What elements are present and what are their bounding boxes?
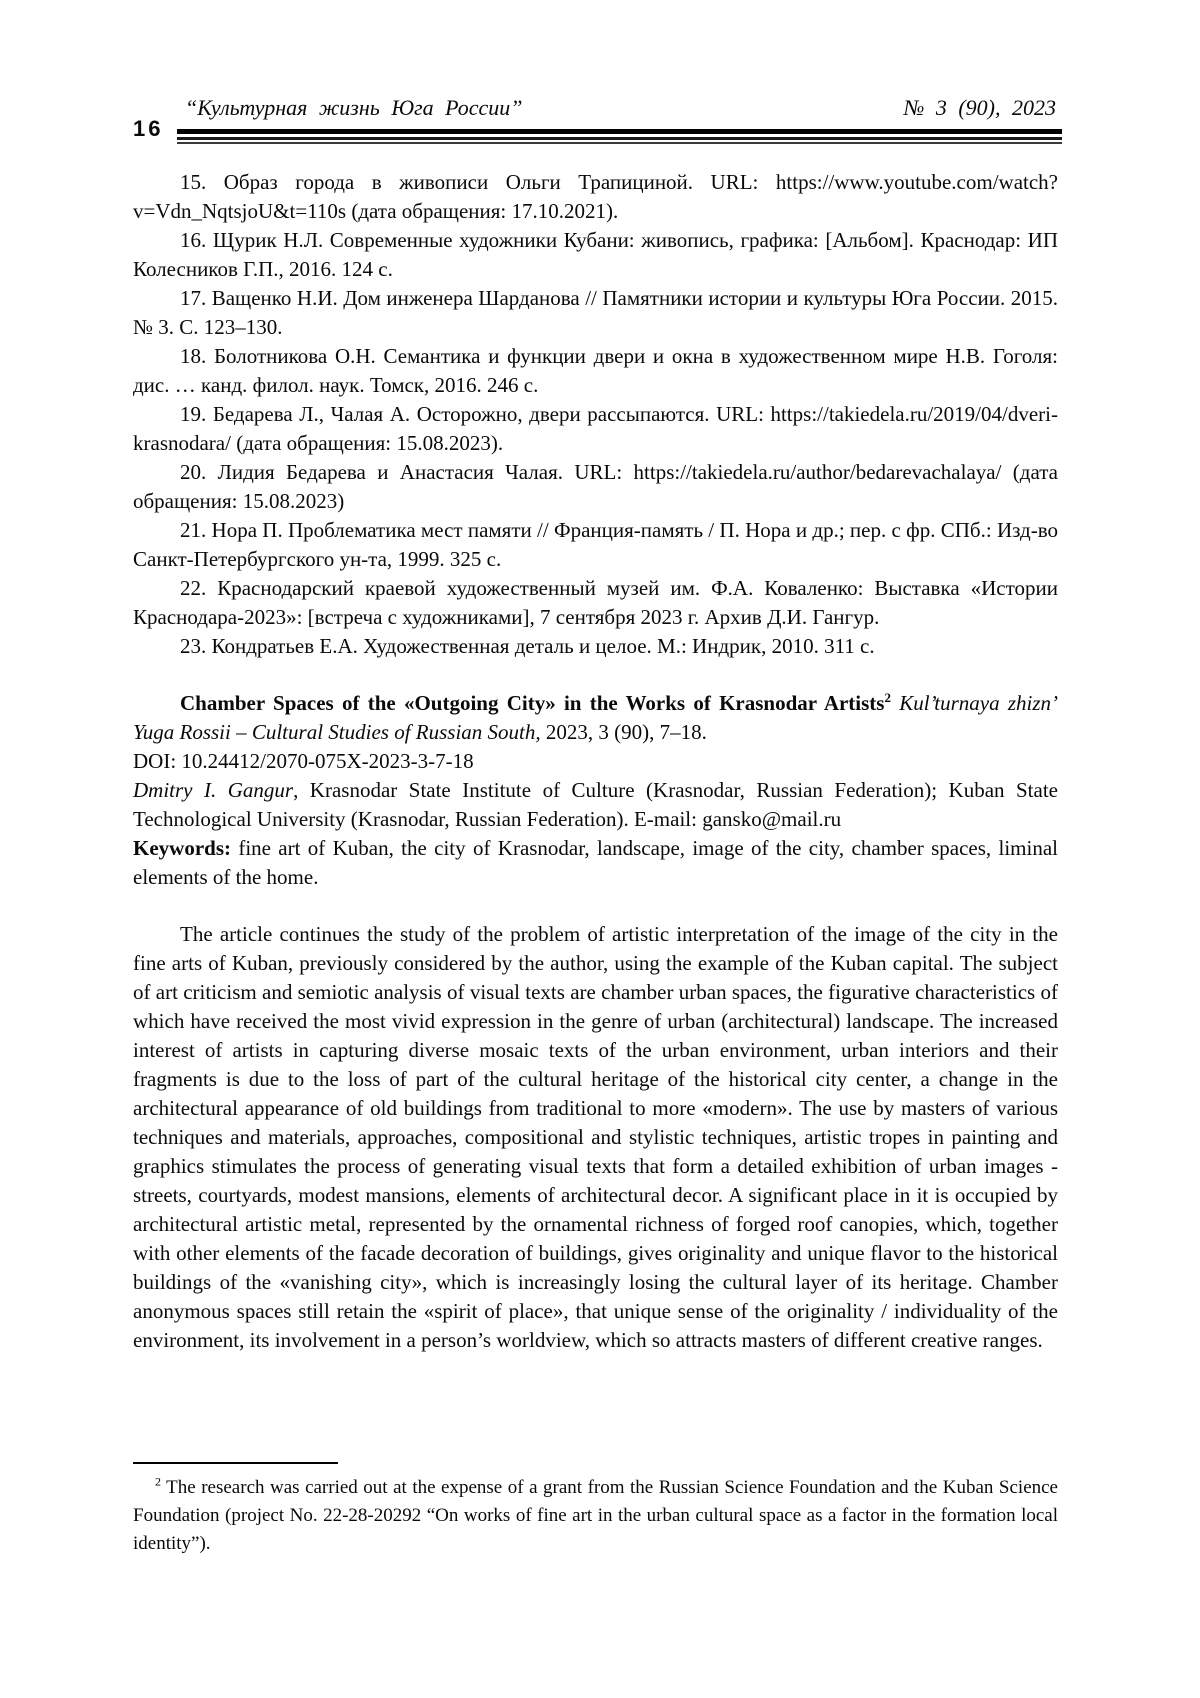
running-head-right	[177, 94, 1062, 144]
title-footnote-marker: 2	[884, 690, 891, 705]
header-rule-mid	[177, 137, 1062, 140]
reference-item-20: 20. Лидия Бедарева и Анастасия Чалая. URL: https://takiedela.ru/author/bedarevachalaya/ (дата обращения: 15.08.2023)	[133, 460, 1058, 513]
running-head	[133, 94, 1062, 144]
journal-name-translit: Kul’turnaya zhizn’ Yuga Rossii – Cultural Studies of Russian South,	[133, 691, 1058, 744]
issue-info: № 3 (90), 2023	[903, 95, 1056, 120]
footnote-marker: 2	[155, 1474, 161, 1489]
author-affiliation-text: , Krasnodar State Institute of Culture (Krasnodar, Russian Federation); Kuban State Technological University (Krasnodar, Russian Federation). E-mail: gansko@mail.ru	[133, 778, 1058, 831]
footnote-separator-rule	[133, 1462, 338, 1464]
keywords-line	[133, 834, 1058, 892]
page-content	[133, 168, 1058, 1355]
keywords-label: Keywords:	[133, 836, 231, 860]
reference-item-16: 16. Щурик Н.Л. Современные художники Кубани: живопись, графика: [Альбом]. Краснодар: ИП Колесников Г.П., 2016. 124 с.	[133, 228, 1058, 281]
references-list	[133, 168, 1058, 661]
header-rule-thin	[177, 142, 1062, 144]
author-name: Dmitry I. Gangur	[133, 778, 294, 802]
reference-item-19: 19. Бедарева Л., Чалая А. Осторожно, двери рассыпаются. URL: https://takiedela.ru/2019/04/dveri-krasnodara/ (дата обращения: 15.08.2023).	[133, 402, 1058, 455]
reference-item-15: 15. Образ города в живописи Ольги Трапициной. URL: https://www.youtube.com/watch?v=Vdn_NqtsjoU&t=110s (дата обращения: 17.10.2021).	[133, 170, 1058, 223]
header-rule-thick	[177, 129, 1062, 134]
author-affiliation	[133, 776, 1058, 834]
reference-item-21: 21. Нора П. Проблематика мест памяти // Франция-память / П. Нора и др.; пер. с фр. СПб.: Изд-во Санкт-Петербургского ун-та, 1999. 325 с.	[133, 518, 1058, 571]
doi-line: DOI: 10.24412/2070-075X-2023-3-7-18	[133, 749, 474, 773]
page-number: 16	[133, 115, 164, 141]
footnote-section	[133, 1462, 1058, 1558]
footnote-text: The research was carried out at the expense of a grant from the Russian Science Foundation and the Kuban Science Foundation (project No. 22-28-20292 “On works of fine art in the urban cultural space as a factor in the formation local identity”).	[133, 1477, 1058, 1554]
article-title-en	[133, 689, 1058, 747]
reference-item-18: 18. Болотникова О.Н. Семантика и функции двери и окна в художественном мире Н.В. Гоголя: дис. … канд. филол. наук. Томск, 2016. 246 с.	[133, 344, 1058, 397]
issue-pages: 2023, 3 (90), 7–18.	[540, 720, 707, 744]
running-head-titles	[177, 94, 1062, 129]
abstract-paragraph: The article continues the study of the problem of artistic interpretation of the image of the city in the fine arts of Kuban, previously considered by the author, using the example of the Kuban capital. The subject of art criticism and semiotic analysis of visual texts are chamber urban spaces, the figurative characteristics of which have received the most vivid expression in the genre of urban (architectural) landscape. The increased interest of artists in capturing diverse mosaic texts of the urban environment, urban interiors and their fragments is due to the loss of part of the cultural heritage of the historical city center, a change in the architectural appearance of old buildings from traditional to more «modern». The use by masters of various techniques and materials, approaches, compositional and stylistic techniques, artistic tropes in painting and graphics stimulates the process of generating visual texts that form a detailed exhibition of urban images - streets, courtyards, modest mansions, elements of architectural decor. A significant place in it is occupied by architectural artistic metal, represented by the ornamental richness of forged roof canopies, which, together with other elements of the facade decoration of buildings, gives originality and unique flavor to the historical buildings of the «vanishing city», which is increasingly losing the cultural layer of its heritage. Chamber anonymous spaces still retain the «spirit of place», that unique sense of the originality / individuality of the environment, its involvement in a person’s worldview, which so attracts masters of different creative ranges.	[133, 922, 1058, 1352]
article-title-text: Chamber Spaces of the «Outgoing City» in the Works of Krasnodar Artists	[180, 691, 885, 715]
reference-item-17: 17. Ващенко Н.И. Дом инженера Шарданова // Памятники истории и культуры Юга России. 2015. № 3. С. 123–130.	[133, 286, 1058, 339]
journal-title: “Культурная жизнь Юга России”	[185, 95, 523, 120]
abstract-section	[133, 920, 1058, 1355]
keywords-text: fine art of Kuban, the city of Krasnodar, landscape, image of the city, chamber spaces, liminal elements of the home.	[133, 836, 1058, 889]
footnote-text-line	[133, 1474, 1058, 1558]
reference-item-22: 22. Краснодарский краевой художественный музей им. Ф.А. Коваленко: Выставка «Истории Краснодара-2023»: [встреча с художниками], 7 сентября 2023 г. Архив Д.И. Гангур.	[133, 576, 1058, 629]
english-metadata-block	[133, 689, 1058, 892]
reference-item-23: 23. Кондратьев Е.А. Художественная деталь и целое. М.: Индрик, 2010. 311 с.	[180, 634, 875, 658]
